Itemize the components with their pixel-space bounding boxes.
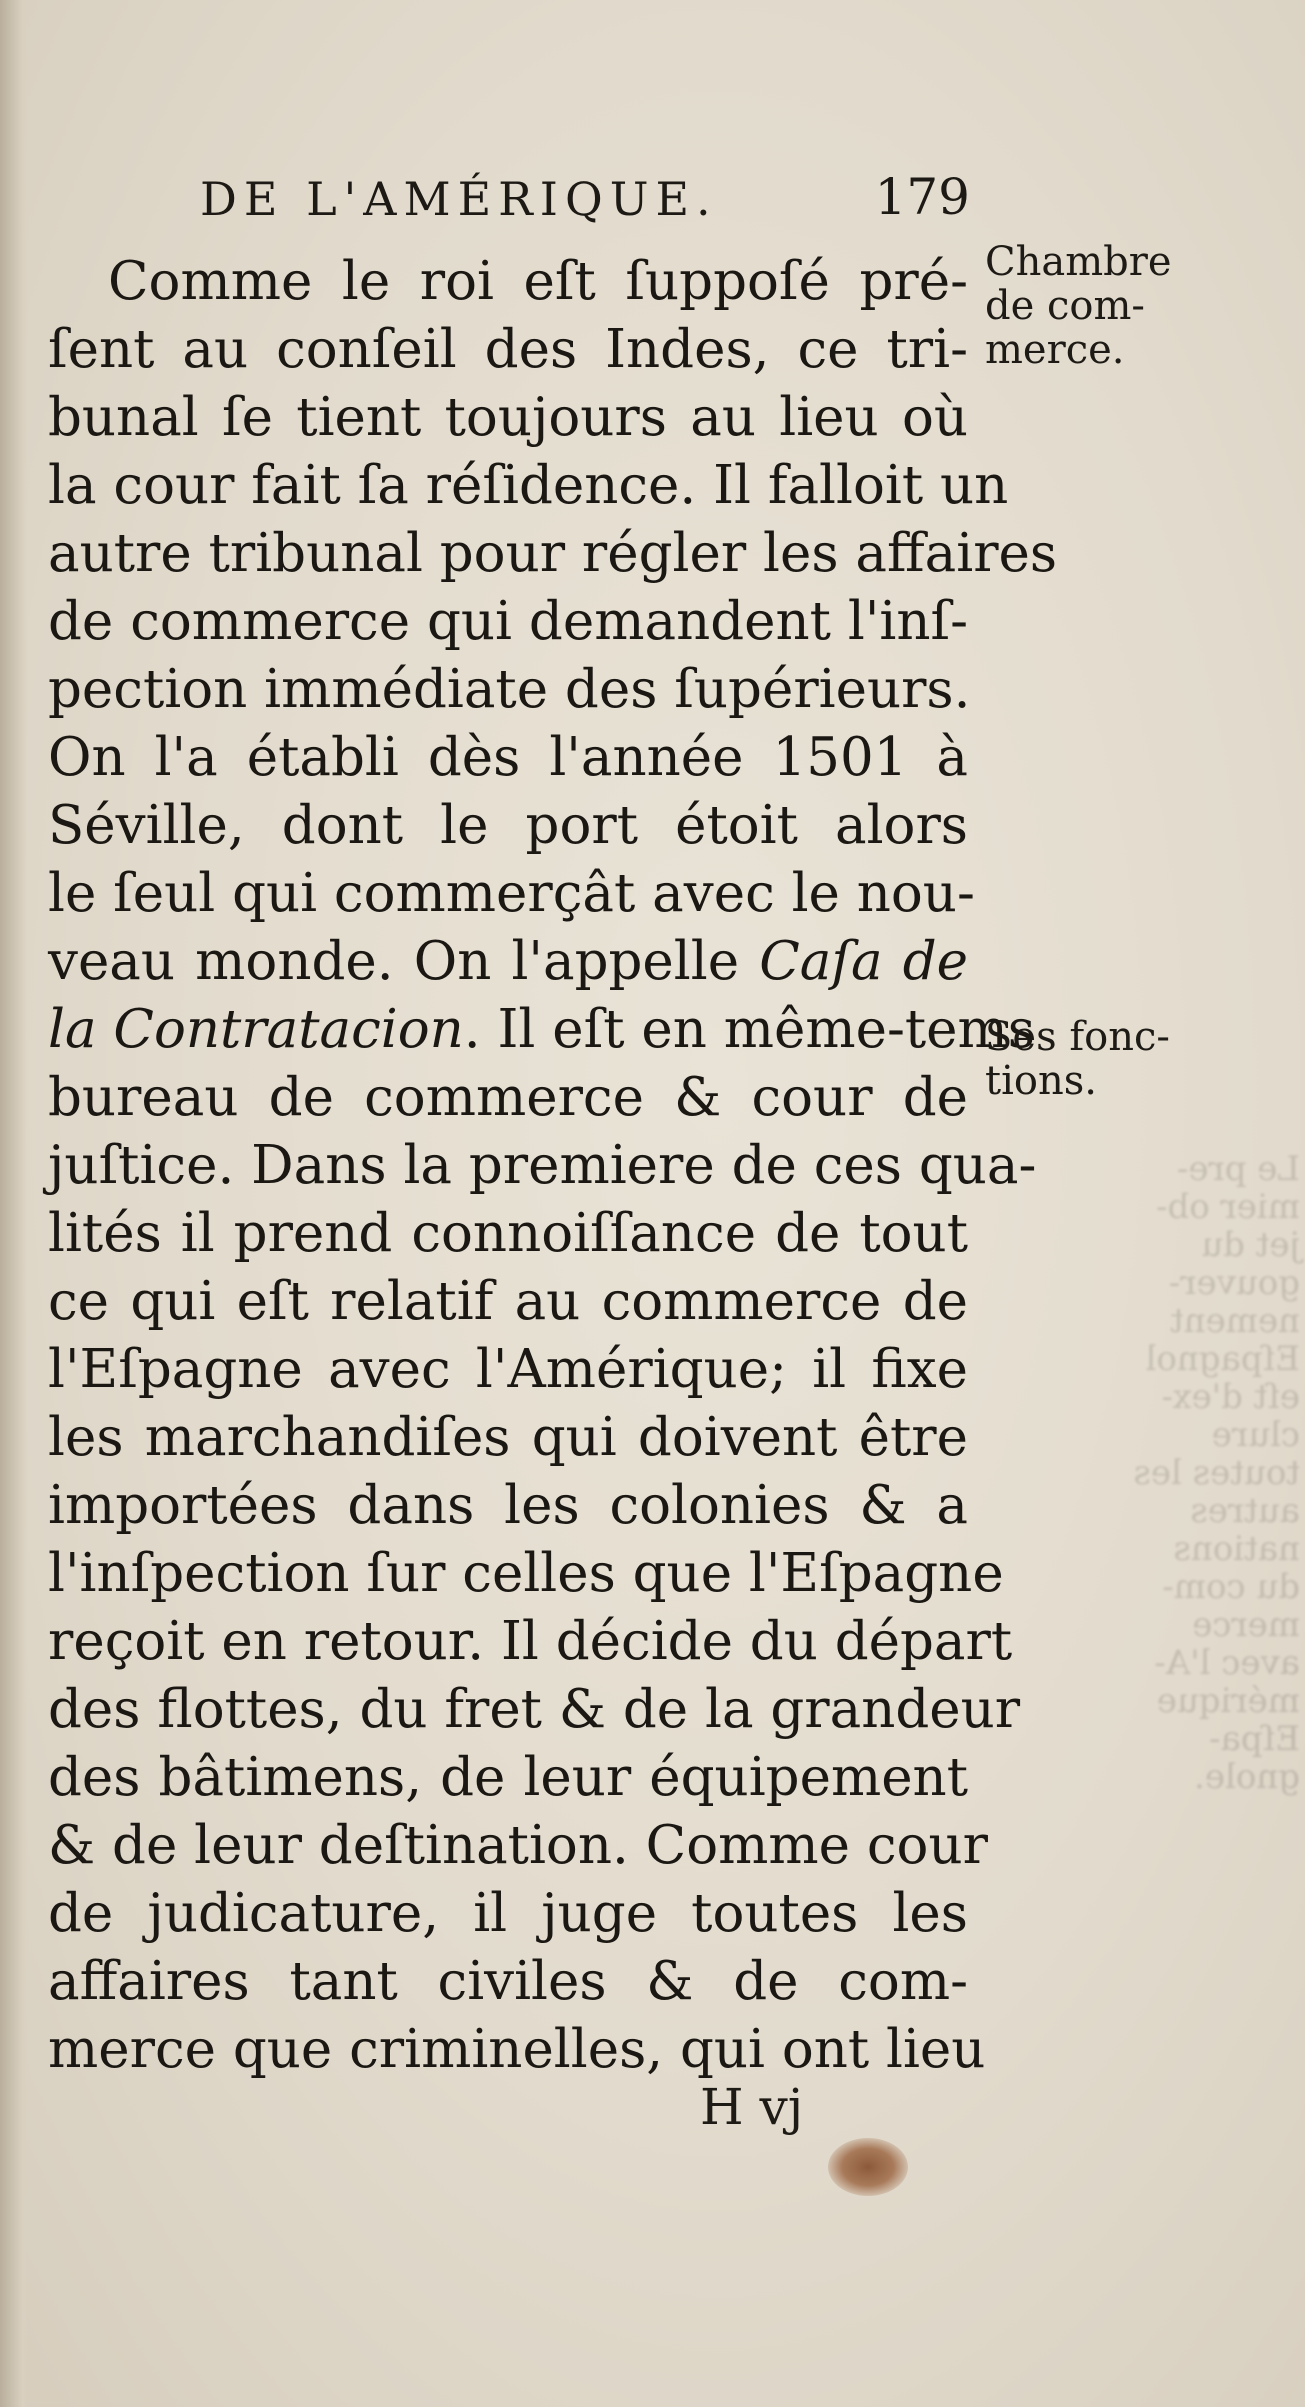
show-through-line: gouver- [1168,1263,1300,1303]
show-through-line: jet du [1201,1225,1300,1265]
italic-title: la Contratacion [48,999,464,1060]
show-through-line: eſt d'ex- [1161,1377,1300,1417]
text-fragment: . Il eſt en même-tems [463,999,1035,1060]
text-line: des flottes, du fret & de la grandeur [48,1679,1021,1740]
text-line: le ſeul qui commerçât avec le nou- [48,863,975,924]
text-line-with-italic [48,996,1035,1064]
text-line: lités il prend connoiſſance de tout [48,1203,968,1264]
show-through-line: toutes les [1133,1453,1300,1493]
italic-title: Caſa de [759,931,968,992]
show-through-line: merce [1192,1605,1300,1645]
margin-note-line: tions. [985,1058,1097,1104]
show-through-line: mérique [1156,1681,1300,1721]
margin-note-chambre [985,240,1285,372]
body-text [48,248,1058,2084]
show-through-line: Le pre- [1176,1149,1300,1189]
text-line: reçoit en retour. Il décide du départ [48,1611,1013,1672]
signature-mark: H vj [700,2078,804,2136]
text-line: merce que criminelles, qui ont lieu [48,2019,986,2080]
text-line: l'Eſpagne avec l'Amérique; il fixe [48,1339,968,1400]
text-line: l'inſpection ſur celles que l'Eſpagne [48,1543,1004,1604]
show-through-line: nations [1173,1529,1300,1569]
margin-note-line: Ses fonc- [985,1014,1170,1060]
text-line: pection immédiate des ſupérieurs. [48,659,971,720]
text-line: & de leur deſtination. Comme cour [48,1815,988,1876]
running-head: DE L'AMÉRIQUE. [200,172,718,226]
text-line: des bâtimens, de leur équipement [48,1747,968,1808]
text-line: On l'a établi dès l'année 1501 à [48,727,968,788]
text-line: autre tribunal pour régler les affaires [48,523,1058,584]
page-number: 179 [874,168,970,226]
show-through-line: avec l'A- [1154,1643,1300,1683]
margin-note-fonctions [985,1015,1285,1103]
text-fragment: veau monde. On l'appelle [48,931,760,992]
text-line: de commerce qui demandent l'inſ- [48,591,968,652]
paper-stain [828,2138,908,2196]
show-through-line: autres [1190,1491,1300,1531]
show-through-line: Eſpa- [1209,1719,1300,1759]
page-header [200,158,970,228]
text-line: affaires tant civiles & de com- [48,1951,968,2012]
text-line: importées dans les colonies & a [48,1475,968,1536]
text-line: les marchandiſes qui doivent être [48,1407,968,1468]
text-line: bureau de commerce & cour de [48,1067,968,1128]
text-line: ce qui eſt relatif au commerce de [48,1271,968,1332]
margin-note-line: Chambre [985,239,1172,285]
text-line: la cour fait ſa réſidence. Il falloit un [48,455,1009,516]
show-through-line: Eſpagnol [1145,1339,1300,1379]
show-through-line: mier ob- [1155,1187,1300,1227]
margin-note-line: merce. [985,327,1125,373]
text-line: juſtice. Dans la premiere de ces qua- [48,1135,1037,1196]
margin-note-line: de com- [985,283,1145,329]
text-line: de judicature, il juge toutes les [48,1883,968,1944]
page-gutter-shadow [0,0,28,2407]
text-line-with-italic [48,928,968,996]
show-through-line: nement [1170,1301,1300,1341]
text-line: bunal ſe tient toujours au lieu où [48,387,968,448]
show-through-line: du com- [1162,1567,1300,1607]
show-through-line: clure [1211,1415,1300,1455]
show-through-line: gnole. [1194,1757,1300,1797]
show-through-text [1110,1150,1300,2150]
text-line: Comme le roi eſt ſuppoſé pré- [108,251,968,312]
text-line: ſent au conſeil des Indes, ce tri- [48,319,968,380]
text-line: Séville, dont le port étoit alors [48,795,968,856]
